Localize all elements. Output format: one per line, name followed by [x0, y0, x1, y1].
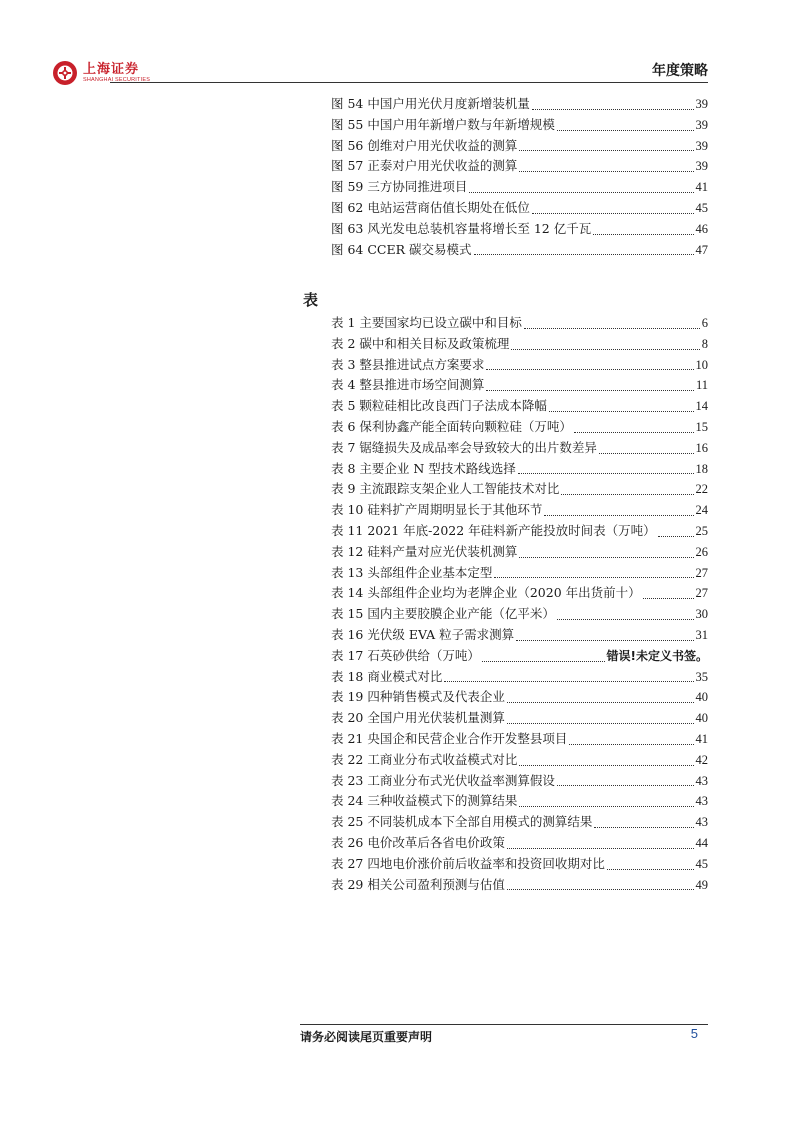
dot-leader [482, 660, 605, 662]
figure-entry-label: 图 64 CCER 碳交易模式 [331, 241, 472, 257]
table-entry-page: 43 [695, 794, 708, 809]
figure-entry[interactable] [331, 136, 708, 157]
table-entry-page: 35 [695, 669, 708, 684]
table-entry-page: 40 [695, 690, 708, 705]
table-entry-page: 27 [695, 586, 708, 601]
table-entry-page: 11 [695, 378, 708, 393]
table-entry-label: 表 24 三种收益模式下的测算结果 [331, 793, 518, 809]
dot-leader [519, 149, 693, 151]
table-entry[interactable] [331, 833, 708, 854]
table-entry-label: 表 19 四种销售模式及代表企业 [331, 689, 505, 705]
figure-entry-page: 45 [695, 200, 708, 215]
table-entry-page: 6 [701, 316, 708, 330]
table-entry-label: 表 21 央国企和民营企业合作开发整县项目 [331, 730, 568, 746]
table-entry-label: 表 29 相关公司盈利预测与估值 [331, 876, 505, 892]
table-entry[interactable] [331, 438, 708, 459]
table-entry-label: 表 20 全国户用光伏装机量测算 [331, 710, 505, 726]
table-entry-page: 43 [695, 815, 708, 830]
header-divider [110, 82, 708, 83]
company-logo-icon [52, 60, 78, 86]
table-entry-label: 表 12 硅料产量对应光伏装机测算 [331, 543, 518, 559]
dot-leader [557, 618, 694, 620]
table-entry[interactable] [331, 812, 708, 833]
figure-entry-label: 图 62 电站运营商估值长期处在低位 [331, 199, 530, 215]
table-entry[interactable] [331, 521, 708, 542]
figure-entry-label: 图 56 创维对户用光伏收益的测算 [331, 137, 518, 153]
dot-leader [544, 514, 693, 516]
table-entry[interactable] [331, 687, 708, 708]
table-entry-page: 42 [695, 752, 708, 767]
dot-leader [511, 348, 699, 350]
table-entry-page: 26 [695, 544, 708, 559]
dot-leader [532, 212, 694, 214]
table-entry-page: 30 [695, 607, 708, 622]
table-entry-page: 15 [695, 419, 708, 434]
table-entry[interactable] [331, 583, 708, 604]
dot-leader [518, 472, 694, 474]
table-entry[interactable] [331, 396, 708, 417]
table-entry-label: 表 18 商业模式对比 [331, 668, 443, 684]
figure-entry-page: 39 [695, 97, 708, 111]
table-entry-label: 表 1 主要国家均已设立碳中和目标 [331, 315, 522, 330]
table-entry-label: 表 22 工商业分布式收益模式对比 [331, 751, 518, 767]
table-entry-page: 14 [695, 399, 708, 414]
tables-section-title: 表 [303, 291, 319, 309]
table-entry-label: 表 13 头部组件企业基本定型 [331, 564, 493, 580]
table-entry[interactable] [331, 729, 708, 750]
dot-leader [444, 680, 693, 682]
dot-leader [474, 253, 694, 255]
table-entry-label: 表 7 锯缝损失及成品率会导致较大的出片数差异 [331, 439, 597, 455]
table-entry[interactable] [331, 563, 708, 584]
table-entry-label: 表 11 2021 年底-2022 年硅料新产能投放时间表（万吨） [331, 522, 656, 538]
dot-leader [519, 805, 693, 807]
table-entry-label: 表 15 国内主要胶膜企业产能（亿平米） [331, 606, 555, 622]
table-entry-page: 22 [695, 482, 708, 497]
dot-leader [519, 764, 693, 766]
dot-leader [507, 722, 694, 724]
table-entry[interactable] [331, 854, 708, 875]
figure-entry-page: 41 [695, 180, 708, 195]
table-entry-page: 40 [695, 711, 708, 726]
table-entry-page: 45 [695, 856, 708, 871]
table-entry[interactable] [331, 479, 708, 500]
figure-entry[interactable] [331, 240, 708, 261]
table-entry[interactable] [331, 355, 708, 376]
dot-leader [593, 233, 693, 235]
figure-entry-label: 图 63 风光发电总装机容量将增长至 12 亿千瓦 [331, 220, 592, 236]
dot-leader [643, 597, 694, 599]
table-entry[interactable] [331, 667, 708, 688]
table-entry-page: 16 [695, 440, 708, 455]
table-entry-label: 表 9 主流跟踪支架企业人工智能技术对比 [331, 481, 560, 497]
table-entry-label: 表 2 碳中和相关目标及政策梳理 [331, 335, 510, 351]
table-entry-page: 43 [695, 773, 708, 788]
table-list [331, 313, 708, 895]
table-entry-page: 41 [695, 731, 708, 746]
table-entry-page: 44 [695, 835, 708, 850]
table-entry[interactable] [331, 417, 708, 438]
dot-leader [658, 535, 694, 537]
table-entry-label: 表 23 工商业分布式光伏收益率测算假设 [331, 772, 555, 788]
figure-list [331, 94, 708, 260]
table-entry[interactable] [331, 750, 708, 771]
table-entry[interactable] [331, 604, 708, 625]
table-entry-page: 10 [695, 357, 708, 372]
figure-entry-label: 图 54 中国户用光伏月度新增装机量 [331, 96, 530, 111]
figure-entry-page: 39 [695, 117, 708, 132]
dot-leader [524, 327, 700, 329]
dot-leader [469, 191, 693, 193]
dot-leader [486, 389, 694, 391]
table-entry-page: 49 [695, 877, 708, 892]
table-entry-label: 表 25 不同装机成本下全部自用模式的测算结果 [331, 814, 593, 830]
table-entry-label: 表 8 主要企业 N 型技术路线选择 [331, 460, 516, 476]
table-entry-label: 表 26 电价改革后各省电价政策 [331, 834, 505, 850]
dot-leader [507, 701, 694, 703]
figure-entry-label: 图 55 中国户用年新增户数与年新增规模 [331, 116, 555, 132]
table-entry[interactable] [331, 459, 708, 480]
dot-leader [574, 431, 694, 433]
figure-entry-label: 图 59 三方协同推进项目 [331, 179, 468, 195]
figure-entry[interactable] [331, 219, 708, 240]
table-entry-page: 8 [701, 336, 708, 351]
table-entry[interactable] [331, 625, 708, 646]
dot-leader [599, 452, 694, 454]
table-entry-page: 18 [695, 461, 708, 476]
table-entry-page: 25 [695, 523, 708, 538]
dot-leader [532, 108, 694, 110]
figure-entry[interactable] [331, 94, 708, 115]
table-entry[interactable] [331, 875, 708, 896]
figure-entry[interactable] [331, 198, 708, 219]
figure-entry-page: 47 [695, 242, 708, 257]
dot-leader [557, 129, 694, 131]
dot-leader [494, 576, 693, 578]
page-number: 5 [690, 1026, 698, 1041]
dot-leader [519, 170, 693, 172]
page-header [52, 58, 708, 88]
dot-leader [557, 784, 694, 786]
dot-leader [486, 368, 693, 370]
dot-leader [607, 868, 694, 870]
figure-entry-page: 39 [695, 138, 708, 153]
table-entry-label: 表 5 颗粒硅相比改良西门子法成本降幅 [331, 398, 547, 414]
table-entry-label: 表 16 光伏级 EVA 粒子需求测算 [331, 626, 515, 642]
dot-leader [594, 826, 693, 828]
dot-leader [519, 556, 693, 558]
dot-leader [507, 847, 694, 849]
figure-entry-label: 图 57 正泰对户用光伏收益的测算 [331, 158, 518, 174]
table-entry[interactable] [331, 708, 708, 729]
table-entry-page: 错误!未定义书签。 [606, 648, 708, 663]
figure-entry[interactable] [331, 115, 708, 136]
footer-disclaimer: 请务必阅读尾页重要声明 [300, 1030, 433, 1044]
report-type: 年度策略 [652, 63, 708, 79]
footer-divider [300, 1024, 708, 1025]
dot-leader [569, 743, 693, 745]
dot-leader [549, 410, 694, 412]
table-entry[interactable] [331, 334, 708, 355]
dot-leader [561, 493, 693, 495]
table-entry[interactable] [331, 771, 708, 792]
dot-leader [507, 888, 694, 890]
table-entry-label: 表 27 四地电价涨价前后收益率和投资回收期对比 [331, 855, 605, 871]
figure-entry[interactable] [331, 156, 708, 177]
table-entry-label: 表 17 石英砂供给（万吨） [331, 647, 480, 663]
table-entry-page: 27 [695, 565, 708, 580]
table-entry-label: 表 10 硅料扩产周期明显长于其他环节 [331, 502, 543, 518]
table-entry[interactable] [331, 500, 708, 521]
table-entry[interactable] [331, 375, 708, 396]
table-entry[interactable] [331, 791, 708, 812]
company-name-en: SHANGHAI SECURITIES [83, 76, 151, 83]
table-entry-label: 表 14 头部组件企业均为老牌企业（2020 年出货前十） [331, 585, 641, 601]
table-entry[interactable] [331, 542, 708, 563]
table-entry[interactable] [331, 313, 708, 334]
company-name-cn: 上海证券 [83, 61, 140, 77]
figure-entry[interactable] [331, 177, 708, 198]
figure-entry-page: 46 [695, 221, 708, 236]
table-entry-label: 表 4 整县推进市场空间测算 [331, 377, 485, 393]
dot-leader [516, 639, 693, 641]
table-entry-label: 表 6 保利协鑫产能全面转向颗粒硅（万吨） [331, 418, 572, 434]
table-entry-label: 表 3 整县推进试点方案要求 [331, 356, 485, 372]
table-entry[interactable] [331, 646, 708, 667]
table-entry-page: 24 [695, 503, 708, 518]
table-entry-page: 31 [695, 627, 708, 642]
figure-entry-page: 39 [695, 159, 708, 174]
